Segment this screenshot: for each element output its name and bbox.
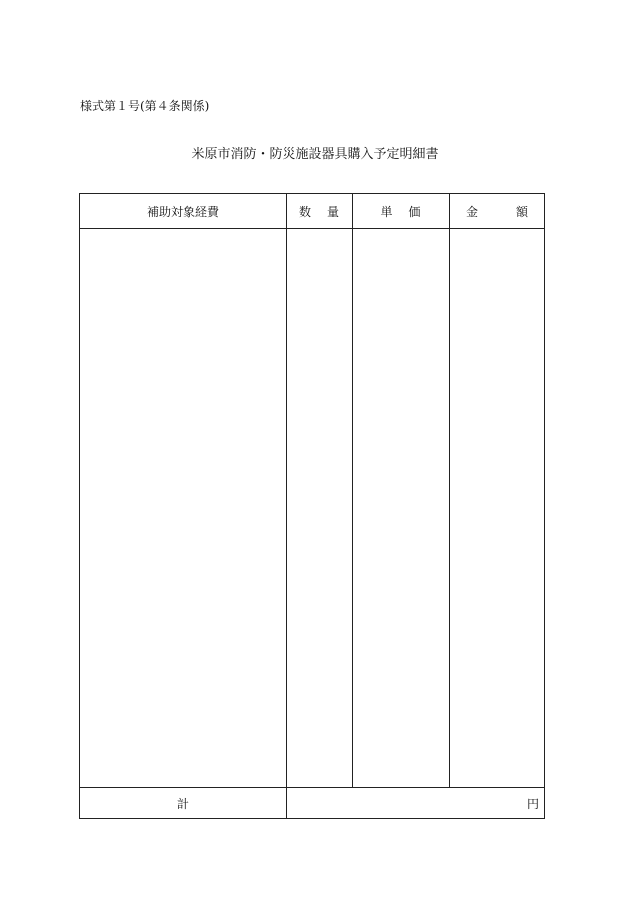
header-amount	[449, 204, 545, 220]
expense-detail-table	[79, 193, 545, 819]
total-amount-unit: 円	[526, 797, 539, 811]
total-label: 計	[176, 797, 189, 811]
document-title: 米原市消防・防災施設器具購入予定明細書	[191, 147, 439, 162]
total-row-divider	[80, 787, 544, 788]
item-column-body	[80, 229, 286, 787]
form-number: 様式第１号(第４条関係)	[80, 99, 210, 113]
header-quantity-char-2: 量	[327, 205, 340, 219]
total-amount	[287, 796, 539, 812]
unit-price-column-body	[353, 229, 449, 787]
header-unit-price	[352, 204, 449, 220]
quantity-column-body	[287, 229, 352, 787]
header-unit-price-char-1: 単	[380, 205, 393, 219]
header-item-label: 補助対象経費	[146, 205, 219, 219]
header-quantity	[286, 204, 352, 220]
header-item	[80, 204, 286, 220]
header-amount-char-1: 金	[465, 205, 478, 219]
header-unit-price-char-2: 価	[408, 205, 421, 219]
header-amount-char-2: 額	[516, 205, 529, 219]
amount-column-body	[450, 229, 545, 787]
header-quantity-char-1: 数	[298, 205, 311, 219]
